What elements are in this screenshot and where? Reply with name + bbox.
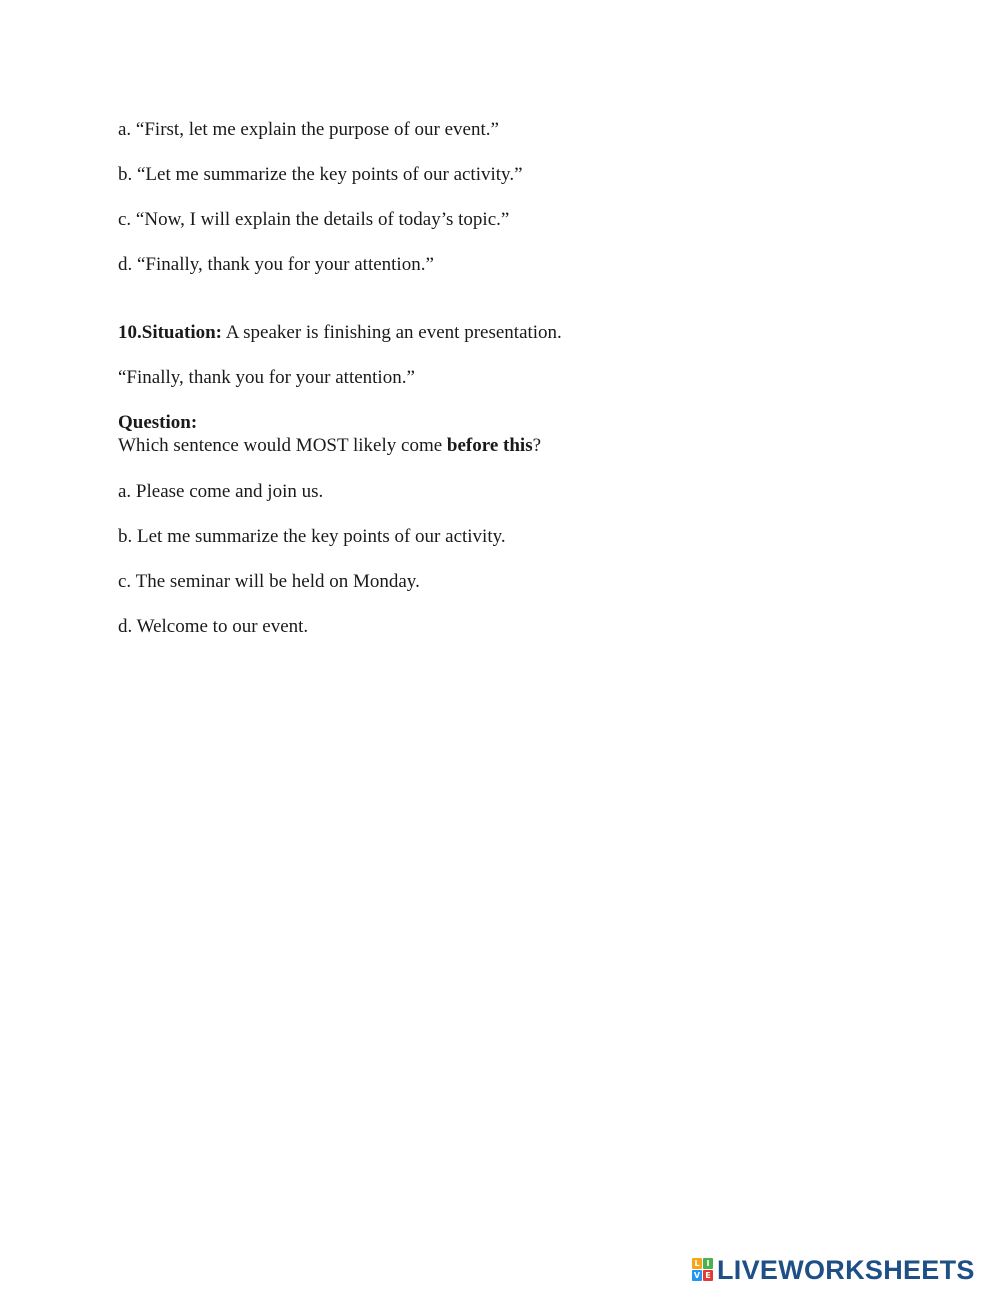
question-text-post: ? xyxy=(532,435,542,456)
question-10-situation xyxy=(118,322,562,344)
question-number-label: 10.Situation: xyxy=(118,322,222,343)
option-a-prev: a. “First, let me explain the purpose of our event.” xyxy=(118,119,499,140)
question-quote: “Finally, thank you for your attention.” xyxy=(118,367,415,388)
option-b-prev: b. “Let me summarize the key points of our activity.” xyxy=(118,164,523,185)
question-label: Question: xyxy=(118,412,198,433)
question-text xyxy=(118,435,541,457)
option-d: d. Welcome to our event. xyxy=(118,616,309,637)
logo-text: LIVEWORKSHEETS xyxy=(717,1255,975,1285)
option-d-prev: d. “Finally, thank you for your attention.” xyxy=(118,254,434,275)
logo-mark-icon xyxy=(692,1258,714,1282)
option-a: a. Please come and join us. xyxy=(118,481,324,502)
logo-mark-tile: E xyxy=(703,1270,713,1281)
logo-mark-tile: I xyxy=(703,1258,713,1269)
option-c: c. The seminar will be held on Monday. xyxy=(118,571,420,592)
option-c-prev: c. “Now, I will explain the details of today’s topic.” xyxy=(118,209,510,230)
option-b: b. Let me summarize the key points of our activity. xyxy=(118,526,506,547)
question-text-bold: before this xyxy=(446,435,533,456)
question-text-pre: Which sentence would MOST likely come xyxy=(118,435,447,456)
situation-text: A speaker is finishing an event presentation. xyxy=(222,322,562,343)
logo-mark-tile: V xyxy=(693,1271,701,1280)
liveworksheets-logo xyxy=(692,1256,975,1284)
logo-mark-tile: L xyxy=(692,1258,702,1269)
